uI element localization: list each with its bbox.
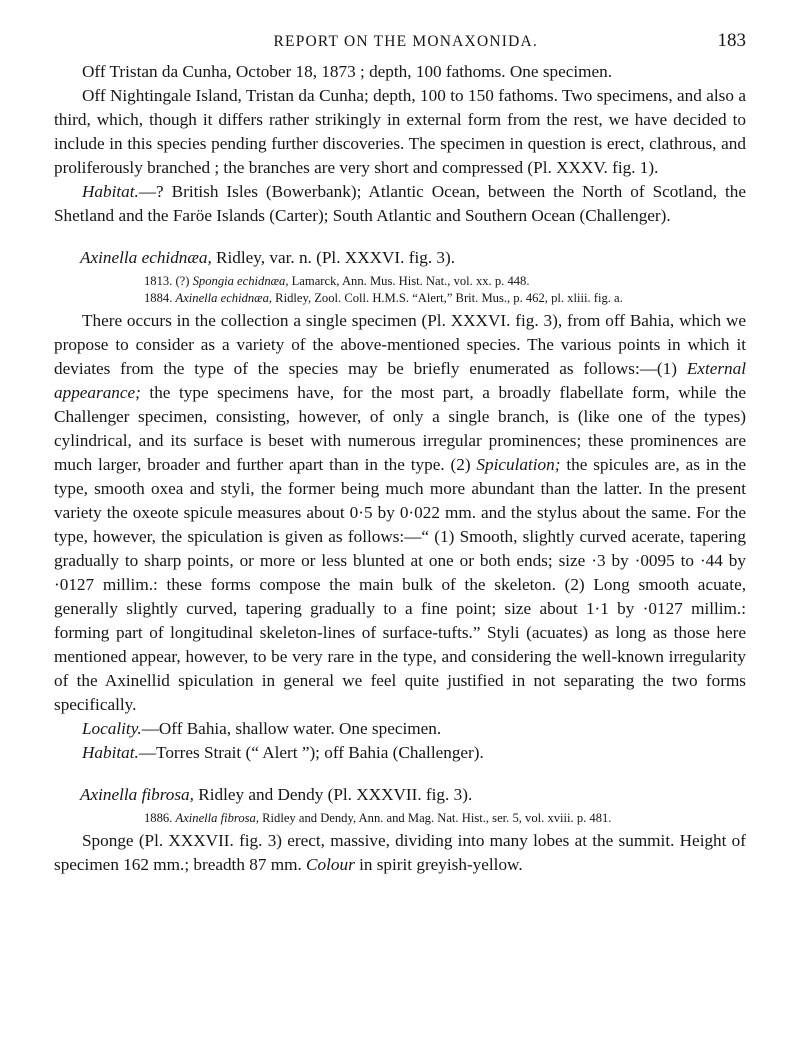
species-name: Axinella echidnæa, <box>80 248 212 267</box>
paragraph-nightingale: Off Nightingale Island, Tristan da Cunha; depth, 100 to 150 fathoms. Two specimens, and also a third, which, though it differs rather strikingly in external form from the rest, we have decided to include in this species pending further discoveries. The specimen in question is erect, clathrous, and proliferously branched ; the branches are very short and compressed (Pl. XXXV. fig. 1). <box>54 86 746 177</box>
running-title: REPORT ON THE MONAXONIDA. <box>273 33 538 50</box>
synonymy-list-fibrosa <box>144 810 746 827</box>
habitat-label: Habitat. <box>82 743 139 762</box>
species-name: Axinella fibrosa, <box>80 785 194 804</box>
habitat-text: —? British Isles (Bowerbank); Atlantic Ocean, between the North of Scotland, the Shetland and the Faröe Islands (Carter); South Atlantic and Southern Ocean (Challenger). <box>54 182 746 225</box>
colour-label: Colour <box>306 855 355 874</box>
paragraph-description-echidnaea: There occurs in the collection a single specimen (Pl. XXXVI. fig. 3), from off Bahia, which we propose to consider as a variety of the above-mentioned species. The various points in which it deviates from the type of the species may be briefly enumerated as follows:—(1) External appearance; the type specimens have, for the most part, a broadly flabellate form, while the Challenger specimen, consisting, however, of only a single branch, is (like one of the types) cylindrical, and its surface is beset with numerous irregular prominences; these prominences are much larger, broader and further apart than in the type. (2) Spiculation; the spicules are, as in the type, smooth oxea and styli, the former being much more abundant than the latter. In the present variety the oxeote spicule measures about 0·5 by 0·022 mm. and the stylus about the same. For the type, however, the spiculation is given as follows:—“ (1) Smooth, slightly curved acerate, tapering gradually to sharp points, or more or less blunted at one or both ends; size ·3 by ·0095 to ·44 by ·0127 millim.: these forms compose the main bulk of the skeleton. (2) Long smooth acuate, generally slightly curved, tapering gradually to a fine point; size about 1·1 by ·0127 millim.: forming part of longitudinal skeleton-lines of surface-tufts.” Styli (acuates) as long as those here mentioned appear, however, to be very rare in the type, and considering the well-known irregularity of the Axinellid spiculation in general we feel quite justified in not separating the two forms specifically. <box>54 311 746 714</box>
paragraph-locality: Locality.—Off Bahia, shallow water. One specimen. <box>82 719 442 738</box>
species-authority: Ridley, var. n. (Pl. XXXVI. fig. 3). <box>211 248 456 267</box>
paragraph-habitat-2: Habitat.—Torres Strait (“ Alert ”); off Bahia (Challenger). <box>82 743 484 762</box>
synonymy-list-echidnaea <box>144 273 746 307</box>
page-number: 183 <box>717 30 746 51</box>
synonymy-entry: 1813. (?) Spongia echidnæa, Lamarck, Ann. Mus. Hist. Nat., vol. xx. p. 448. <box>144 274 530 288</box>
paragraph-tristan: Off Tristan da Cunha, October 18, 1873 ; depth, 100 fathoms. One specimen. <box>82 62 613 81</box>
species-heading-echidnaea <box>80 246 746 270</box>
external-appearance-label: External appearance; <box>54 359 746 402</box>
running-header <box>54 30 746 60</box>
synonymy-entry: 1886. Axinella fibrosa, Ridley and Dendy, Ann. and Mag. Nat. Hist., ser. 5, vol. xviii. p. 481. <box>144 811 612 825</box>
synonymy-entry: 1884. Axinella echidnæa, Ridley, Zool. Coll. H.M.S. “Alert,” Brit. Mus., p. 462, pl. xliii. fig. a. <box>144 291 623 305</box>
spiculation-label: Spiculation; <box>476 455 561 474</box>
paragraph-habitat-1 <box>54 180 746 228</box>
species-heading-fibrosa <box>80 783 746 807</box>
paragraph-description-fibrosa: Sponge (Pl. XXXVII. fig. 3) erect, massive, dividing into many lobes at the summit. Height of specimen 162 mm.; breadth 87 mm. Colour in spirit greyish-yellow. <box>54 831 746 874</box>
habitat-label: Habitat. <box>82 182 139 201</box>
page <box>54 30 746 877</box>
locality-label: Locality. <box>82 719 142 738</box>
species-authority: Ridley and Dendy (Pl. XXXVII. fig. 3). <box>193 785 473 804</box>
